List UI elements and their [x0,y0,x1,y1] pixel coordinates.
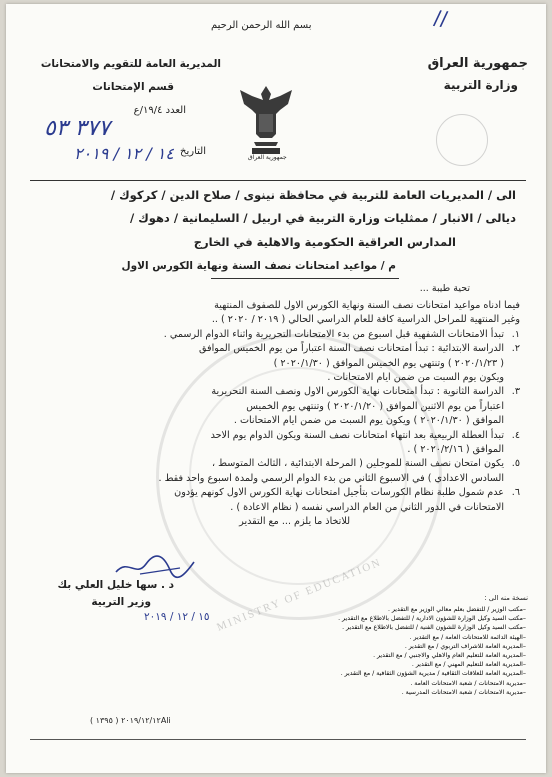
eagle-emblem-icon [236,80,296,158]
addressee-line-1: الى / المديريات العامة للتربية في محافظة نينوى / صلاح الدين / كركوك / [110,188,516,202]
intro-line: وغير المنتهية للمراحل الدراسية كافة للعام الدراسي الحالي ( ٢٠١٩ / ٢٠٢٠ ) .. [211,314,520,326]
date-label: التاريخ [180,146,206,157]
list-item [30,385,520,428]
list-item [30,429,520,458]
corner-handwritten-mark: // [432,5,450,31]
list-item-text [211,429,504,458]
footer-reference: ( ١٣٩٥ ) ٢٠١٩/١٢/١٢Ali [90,716,171,725]
list-item-line: يكون امتحان نصف السنة للموجلين ( المرحلة الابتدائية ، الثالث المتوسط ، [212,458,504,470]
cc-item: – المديرية العامة للتعليم المهني / مع التقدير . [338,660,526,669]
document-number: العدد ١٩/٤/ع [133,105,186,116]
watermark-text: MINISTRY OF EDUCATION [215,556,384,634]
basmala: بسم الله الرحمن الرحيم [211,20,312,31]
country-name: جمهورية العراق [427,56,528,71]
intro-line: فيما ادناه مواعيد امتحانات نصف السنة ونهاية الكورس الاول للصفوف المنتهية [214,300,520,311]
list-item-line: ( ٢٠٢٠/١/٢٣ ) وتنتهي يوم الخميس الموافق ( ٢٠٢٠/١/٣٠ ) [273,357,504,369]
list-item-line: عدم شمول طلبة نظام الكورسات بتأجيل امتحانات نهاية الكورس الاول كونهم يؤدون [174,487,504,499]
signature-date: ١٥ / ١٢ / ٢٠١٩ [144,611,210,623]
list-item-line: الموافق ( ٢٠٢٠/١/٣٠ ) ويكون يوم السبت من ضمن ايام الامتحانات . [233,415,504,427]
list-item-number: ٣. [511,386,520,398]
cc-item: – الهيئة الدائمة للامتحانات العامة / مع التقدير . [338,633,526,642]
signatory-name: د . سها خليل العلي بك [57,579,174,591]
directorate-name: المديرية العامة للتقويم والامتحانات [40,58,221,70]
list-item [30,457,520,486]
greeting: تحية طيبة ... [419,283,470,294]
cc-list [338,605,526,697]
signature-scribble-icon [110,554,200,580]
list-item-text [199,342,504,385]
cc-item: – مكتب الوزير / للتفضل بعلم معالي الوزير مع التقدير . [338,605,526,614]
emblem-caption: جمهورية العراق [248,154,287,161]
cc-item: – مكتب السيد وكيل الوزارة للشؤون الادارية / للتفضل بالاطلاع مع التقدير . [338,614,526,623]
list-item-number: ٥. [511,458,520,470]
department-name: قسم الإمتحانات [92,81,174,93]
addressee-line-2: ديالى / الانبار / ممثليات وزارة التربية في اربيل / السليمانية / دهوك / [130,211,516,225]
subject: م / مواعيد امتحانات نصف السنة ونهاية الكورس الاول [121,260,396,272]
document-page [6,4,546,773]
ministry-seal-icon [436,114,488,166]
header-divider [30,180,526,181]
intro-paragraph [30,299,520,328]
list-item-line: الامتحانات في الدور الثاني من العام الدراسي نفسه ( نظام الاعادة ) . [230,501,504,513]
list-item-text [211,385,504,428]
list-item-line: اعتباراً من يوم الاثنين الموافق ( ٢٠٢٠/١/٢٠ ) وتنتهي يوم الخميس [246,400,504,412]
date-handwritten: ١٤ / ١٢ / ٢٠١٩ [74,144,174,163]
list-item-line: الموافق ( ٢٠٢٠/٢/١٦ ) . [407,444,504,456]
list-item-line: السادس الاعدادي ) في الاسبوع الثاني من بدء الدوام الرسمي ولمدة اسبوع واحد فقط . [158,472,504,484]
list-item-text [158,457,504,486]
document-number-handwritten: ٣٧٧ ٥٣ [44,116,111,141]
cc-item: – مكتب السيد وكيل الوزارة للشؤون الفنية / للتفضل بالاطلاع مع التقدير . [338,623,526,632]
list-item-line: الدراسة الثانوية : تبدأ امتحانات نهاية الكورس الاول ونصف السنة التحريرية [211,386,504,398]
list-item-line: تبدأ الامتحانات الشفهية قبل اسبوع من بدء الامتحانات التحريرية واثناء الدوام الرسمي . [163,328,504,340]
cc-item: – المديرية العامة للعلاقات الثقافية / مديرية الشؤون الثقافية / مع التقدير . [338,669,526,678]
list-item-text [174,486,504,515]
subject-underline [211,278,399,279]
list-item-number: ١. [511,328,520,340]
closing-line: للاتخاذ ما يلزم ... مع التقدير [239,516,350,528]
ministry-name: وزارة التربية [443,78,518,92]
list-item [30,328,520,342]
list-item [30,486,520,515]
cc-title: نسخة منه الى : [484,594,528,602]
list-item-text [164,328,504,342]
list-item-number: ٤. [511,429,520,441]
list-item-number: ٦. [511,487,520,499]
cc-item: – مديرية الامتحانات / شعبة الامتحانات المدرسية . [338,688,526,697]
list-item-line: ويكون يوم السبت من ضمن ايام الامتحانات . [327,372,504,384]
cc-item: – مديرية الامتحانات / شعبة الامتحانات العامة . [338,679,526,688]
list-item [30,342,520,385]
letter-body [30,299,520,530]
cc-item: – المديرية العامة للتعليم العام والاهلي والاجنبي / مع التقدير . [338,651,526,660]
addressee-line-3: المدارس العراقية الحكومية والاهلية في الخارج [193,235,456,249]
list-item-line: الدراسة الابتدائية : تبدأ امتحانات نصف السنة اعتباراً من يوم الخميس الموافق [198,343,504,355]
footer-divider [30,739,526,740]
items-list [30,328,520,515]
cc-item: – المديرية العامة للاشراف التربوي / مع التقدير . [338,642,526,651]
list-item-number: ٢. [511,343,520,355]
list-item-line: تبدأ العطلة الربيعية بعد انتهاء امتحانات نصف السنة ويكون الدوام يوم الاحد [210,429,504,441]
signatory-title: وزير التربية [91,596,151,608]
